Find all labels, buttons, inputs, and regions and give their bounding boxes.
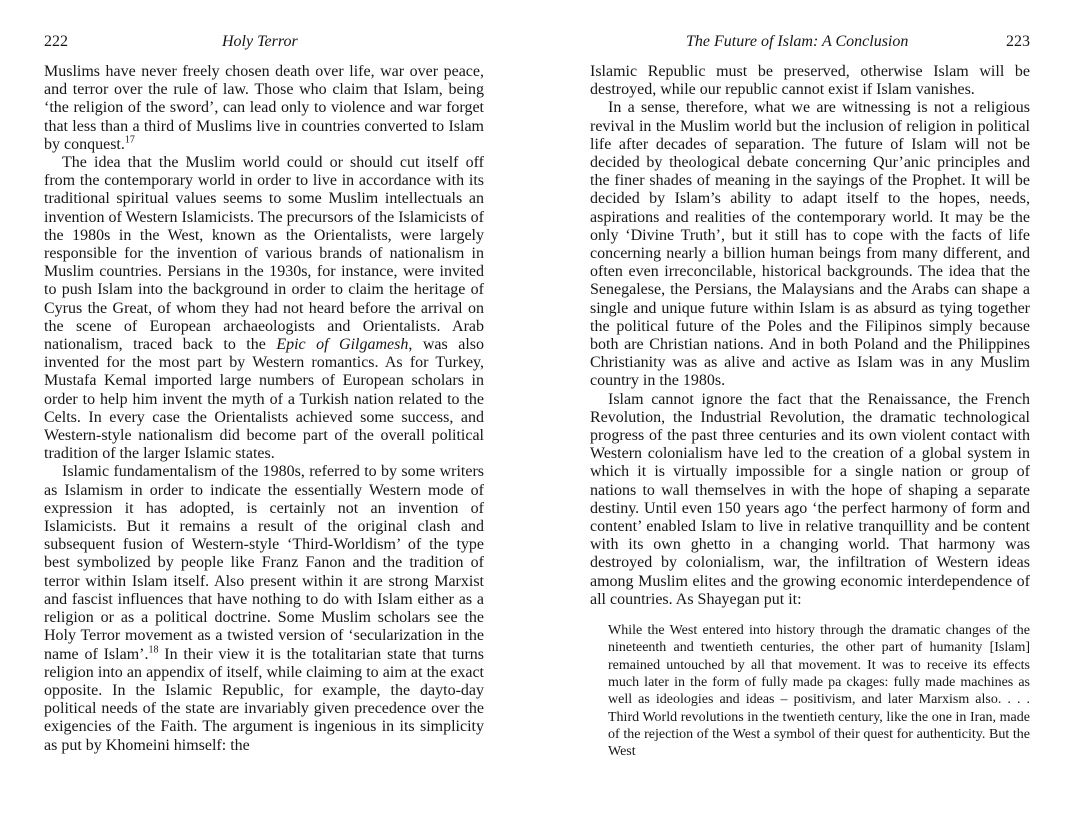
right-page-header [590,33,1030,55]
paragraph: Muslims have never freely chosen death over life, war over peace, and terror over the rule of law. Those who claim that Islam, being ‘the religion of the sword’, can lead only to violence and war forget that less than a third of Muslims live in countries converted to Islam by conquest.$^{17}$ [44,63,484,153]
block-quote [608,622,1030,760]
paragraph: The idea that the Muslim world could or should cut itself off from the contemporary world in order to live in accordance with its traditional spiritual values seems to some Muslim intellectuals an invention of Western Islamicists. The precursors of the Islamicists of the 1980s in the West, known as the Orientalists, were largely responsible for the invention of various brands of nationalism in Muslim countries. Persians in the 1930s, for instance, were invited to push Islam into the background in order to claim the heritage of Cyrus the Great, of whom they had not heard before the arrival on the scene of European archaeologists and Orientalists. Arab nationalism, traced back to the Epic of Gilgamesh, was also invented for the most part by Western romantics. As for Turkey, Mustafa Kemal imported large numbers of European scholars in order to help him invent the myth of a Turkish nation related to the Celts. In every case the Orientalists achieved some success, and Western-style nationalism did become part of the overall political tradition of the larger Islamic states. [44,154,485,463]
footnote-marker: 18 [148,644,159,656]
footnote-marker: 17 [124,134,135,146]
paragraph: Islamic fundamentalism of the 1980s, referred to by some writers as Islamism in order to indicate the essentially Western mode of expression it has adopted, is certainly not an invention of Islamicists. But it remains a result of the original clash and subsequent fusion of Western-style ‘Third-Worldism’ of the type best symbolized by people like Franz Fanon and the tradition of terror within Islam itself. Also present within it are strong Marxist and fascist influences that have nothing to do with Islam either as a religion or as a political doctrine. Some Muslim scholars see the Holy Terror movement as a twisted version of ‘secularization in the name of Islam’.$^{18}$ In their view it is the totalitarian state that turns religion into an appendix of itself, while claiming to aim at the exact opposite. In the Islamic Republic, for example, the dayto-day political needs of the state are invariably given precedence over the exigencies of the Faith. The argument is ingenious in its simplicity as put by Khomeini himself: the [44,463,484,754]
block-quote-text: While the West entered into history through the dramatic changes of the nineteenth and twentieth centuries, the other part of humanity [Islam] remained untouched by all that movement. It was to receive its effects much later in the form of fully made pa ckages: fully made machines as well as ideologies and ideas – positivism, and later Marxism also. . . . Third World revolutions in the twentieth century, like the one in Iran, made of the rejection of the West a symbol of their quest for authenticity. But the West [608,623,1030,760]
paragraph: In a sense, therefore, what we are witnessing is not a religious revival in the Muslim world but the inclusion of religion in political life after decades of separation. The future of Islam will not be decided by theological debate concerning Qur’anic principles and the finer shades of meaning in the sayings of the Prophet. It will be decided by Islam’s ability to adapt itself to the hopes, needs, aspirations and realities of the contemporary world. It may be the only ‘Divine Truth’, but it still has to cope with the facts of life concerning nearly a billion human beings from many different, and often even irreconcilable, historical backgrounds. The idea that the Senegalese, the Persians, the Malaysians and the Arabs can shape a single and unique future within Islam is as absurd as tying together the political future of the Poles and the Filipinos simply because both are Christian nations. And in both Poland and the Philippines Christianity was as alive and active as Islam was in any Muslim country in the 1980s. [590,99,1030,390]
left-page-body [44,63,484,755]
running-head: The Future of Islam: A Conclusion [686,33,909,50]
paragraph: Islamic Republic must be preserved, otherwise Islam will be destroyed, while our republic cannot exist if Islam vanishes. [590,63,1030,99]
page-number: 223 [1006,33,1030,50]
page-number: 222 [44,33,68,50]
left-page-header [44,33,484,55]
italic-title: Epic of Gilgamesh [276,336,409,354]
right-page-body [590,63,1030,760]
running-head: Holy Terror [222,33,298,50]
paragraph: Islam cannot ignore the fact that the Renaissance, the French Revolution, the Industrial Revolution, the dramatic technological progress of the past three centuries and its own violent contact with Western colonialism have led to the creation of a global system in which it is virtually impossible for a single nation or group of nations to wall themselves in with the hope of shaping a separate destiny. Until even 150 years ago ‘the perfect harmony of form and content’ enabled Islam to live in relative tranquillity and be content with its own ghetto in a changing world. That harmony was destroyed by colonialism, war, the infiltration of Western ideas among Muslim elites and the growing economic interdependence of all countries. As Shayegan put it: [590,390,1030,608]
